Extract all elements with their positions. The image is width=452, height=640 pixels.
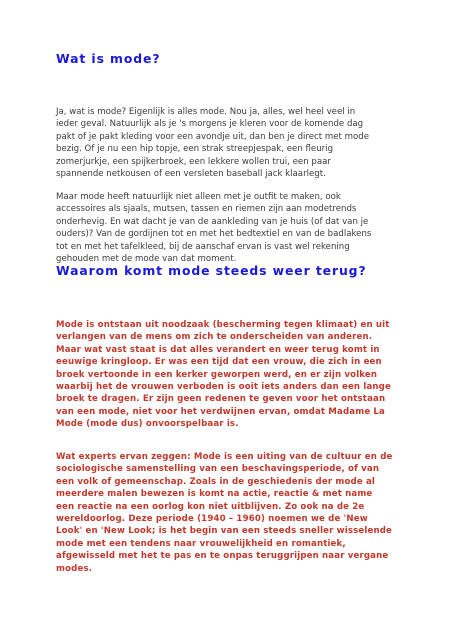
paragraph-line: Ja, wat is mode? Eigenlijk is alles mode. Nou ja, alles, wel heel veel in: [56, 107, 356, 117]
paragraph-line: een reactie na een oorlog kon niet uitblijven. Zo ook na de 2e: [56, 501, 365, 512]
paragraph-line: afgewisseld met het te pas en te onpas teruggrijpen naar vergane: [56, 551, 389, 562]
paragraph-line: modes.: [56, 563, 93, 574]
paragraph-experts: [56, 451, 401, 575]
paragraph-line: accessoires als sjaals, mutsen, tassen en riemen zijn aan modetrends: [56, 204, 357, 215]
paragraph-line: bezig. Of je nu een hip topje, een strak streepjespak, een fleurig: [56, 144, 334, 155]
paragraph-line: van een mode, niet voor het verdwijnen ervan, omdat Madame La: [56, 406, 386, 417]
paragraph-line: pakt of je pakt kleding voor een avondje uit, dan ben je direct met mode: [56, 131, 370, 142]
paragraph-line: onderhevig. En wat dacht je van de aankleding van je huis (of dat van je: [56, 216, 369, 227]
paragraph-line: mode met een tendens naar vrouwelijkheid en romantiek,: [56, 538, 346, 549]
paragraph-line: waarbij het de vrouwen verboden is ooit iets anders dan een lange: [56, 382, 391, 393]
paragraph-line: Look' en 'New Look; is het begin van een steeds sneller wisselende: [56, 526, 393, 537]
paragraph-line: eeuwige kringloop. Er was een tijd dat een vrouw, die zich in een: [56, 357, 382, 368]
paragraph-ontstaan: [56, 319, 401, 431]
paragraph-line: ieder geval. Natuurlijk als je 's morgens je kleren voor de komende dag: [56, 119, 364, 130]
paragraph-line: wereldoorlog. Deze periode (1940 – 1960) noemen we de 'New: [56, 514, 368, 525]
paragraph-line: broek te dragen. Er zijn geen redenen te geven voor het ontstaan: [56, 394, 386, 405]
paragraph-line: sociologische samenstelling van een beschavingsperiode, of van: [56, 464, 380, 475]
paragraph-intro: [56, 106, 401, 180]
heading-wat-is-mode: Wat is mode?: [56, 51, 161, 66]
paragraph-line: Mode is ontstaan uit noodzaak (bescherming tegen klimaat) en uit: [56, 320, 390, 330]
paragraph-line: zomerjurkje, een spijkerbroek, een lekkere wollen trui, een paar: [56, 156, 331, 167]
paragraph-line: Mode (mode dus) onvoorspelbaar is.: [56, 419, 239, 430]
paragraph-line: ouders)? Van de gordijnen tot en met het bedtextiel en van de badlakens: [56, 229, 372, 240]
paragraph-line: Wat experts ervan zeggen: Mode is een uiting van de cultuur en de: [56, 452, 393, 462]
heading-waarom-komt-mode-terug: Waarom komt mode steeds weer terug?: [56, 263, 367, 278]
paragraph-line: gehouden met de mode van dat moment.: [56, 254, 237, 265]
paragraph-line: spannende netkousen of een versleten baseball jack klaarlegt.: [56, 169, 326, 180]
paragraph-line: broek vertoonde in een kerker geworpen werd, en er zijn volken: [56, 369, 378, 380]
paragraph-line: Maar mode heeft natuurlijk niet alleen met je outfit te maken, ook: [56, 192, 341, 202]
paragraph-line: verlangen van de mens om zich te onderscheiden van anderen.: [56, 332, 373, 343]
paragraph-line: Maar wat vast staat is dat alles verandert en weer terug komt in: [56, 344, 380, 355]
paragraph-line: een volk of gemeenschap. Zoals in de geschiedenis der mode al: [56, 476, 375, 487]
paragraph-line: tot en met het tafelkleed, bij de aanschaf ervan is vast wel rekening: [56, 241, 350, 252]
paragraph-line: meerdere malen bewezen is komt na actie, reactie & met name: [56, 489, 373, 500]
paragraph-accessoires: [56, 191, 401, 265]
